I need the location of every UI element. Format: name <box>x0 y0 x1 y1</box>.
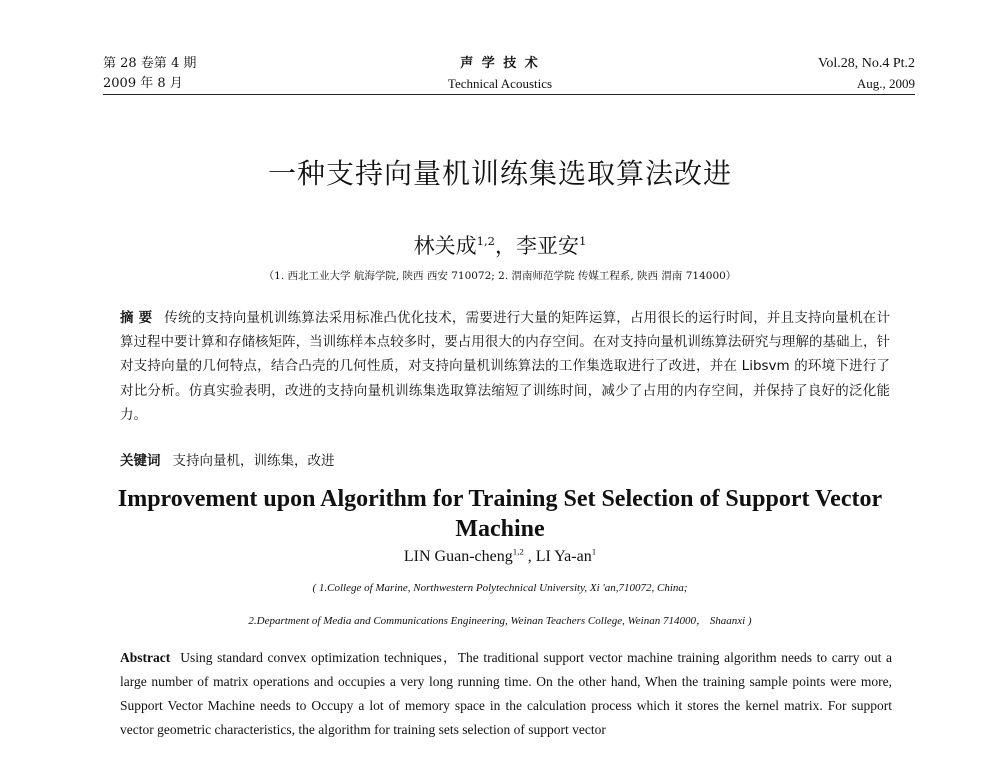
abstract-en-label: Abstract <box>120 650 171 665</box>
author-name: 林关成 <box>413 234 477 258</box>
abstract-cn-text: 传统的支持向量机训练算法采用标准凸优化技术，需要进行大量的矩阵运算，占用很长的运行时间，并且支持向量机在计算过程中要计算和存储核矩阵，当训练样本点较多时，要占用很大的内存空间。在对支持向量机训练算法研究与理解的基础上，针对支持向量的几何特点，结合凸壳的几何性质，对支持向量机训练算法的工作集选取进行了改进，并在 Libsvm 的环境下进行了对比分析。仿真实验表明，改进的支持向量机训练集选取算法缩短了训练时间，减少了占用的内存空间，并保持了良好的泛化能力。 <box>120 310 891 423</box>
author-separator: ， <box>495 234 516 258</box>
header-rule <box>103 94 915 95</box>
author-affil-sup: 1,2 <box>476 234 495 248</box>
header-volume-en: Vol.28, No.4 Pt.2 <box>818 56 915 71</box>
authors-cn <box>0 230 1000 260</box>
authors-en <box>0 548 1000 566</box>
header-date-cn: 2009 年 8 月 <box>103 76 183 91</box>
author-name: LIN Guan-cheng <box>403 548 513 565</box>
header-volume-cn: 第 28 卷第 4 期 <box>103 56 197 71</box>
affiliation-cn: （1. 西北工业大学 航海学院, 陕西 西安 710072; 2. 渭南师范学院 传媒工程系, 陕西 渭南 714000） <box>263 270 737 282</box>
abstract-cn-label: 摘 要 <box>120 310 153 326</box>
keywords-cn-label: 关键词 <box>120 453 161 469</box>
abstract-en-text: Using standard convex optimization techniques，The traditional support vector machine training algorithm needs to carry out a large number of matrix operations and occupies a very long running time. On the other hand, When the training sample points were more, Support Vector Machine needs to Occupy a lot of memory space in the calculation process which it stores the kernel matrix. For support vector geometric characteristics, the algorithm for training sets selection of support vector <box>120 650 892 737</box>
header-journal-en: Technical Acoustics <box>447 76 553 91</box>
author-affil-sup: 1,2 <box>512 546 524 557</box>
abstract-en <box>120 646 892 742</box>
author-name: 李亚安 <box>516 234 579 258</box>
paper-title-cn: 一种支持向量机训练集选取算法改进 <box>267 157 732 190</box>
affiliation-en-line2: 2.Department of Media and Communications Engineering, Weinan Teachers College, Weinan 714000， Shaanxi ) <box>248 615 752 627</box>
author-separator: , <box>523 548 536 565</box>
author-affil-sup: 1 <box>579 234 587 248</box>
author-name: LI Ya-an <box>535 548 592 565</box>
abstract-cn <box>120 306 890 427</box>
keywords-cn <box>120 452 890 470</box>
paper-title-en: Improvement upon Algorithm for Training Set Selection of Support Vector Machine <box>117 486 883 542</box>
keywords-cn-text: 支持向量机，训练集，改进 <box>172 453 335 469</box>
author-affil-sup: 1 <box>591 546 597 557</box>
header-date-en: Aug., 2009 <box>856 76 915 91</box>
header-journal-cn: 声 学 技 术 <box>460 56 540 71</box>
affiliation-en-line1: ( 1.College of Marine, Northwestern Polytechnical University, Xi 'an,710072, China; <box>312 582 688 594</box>
